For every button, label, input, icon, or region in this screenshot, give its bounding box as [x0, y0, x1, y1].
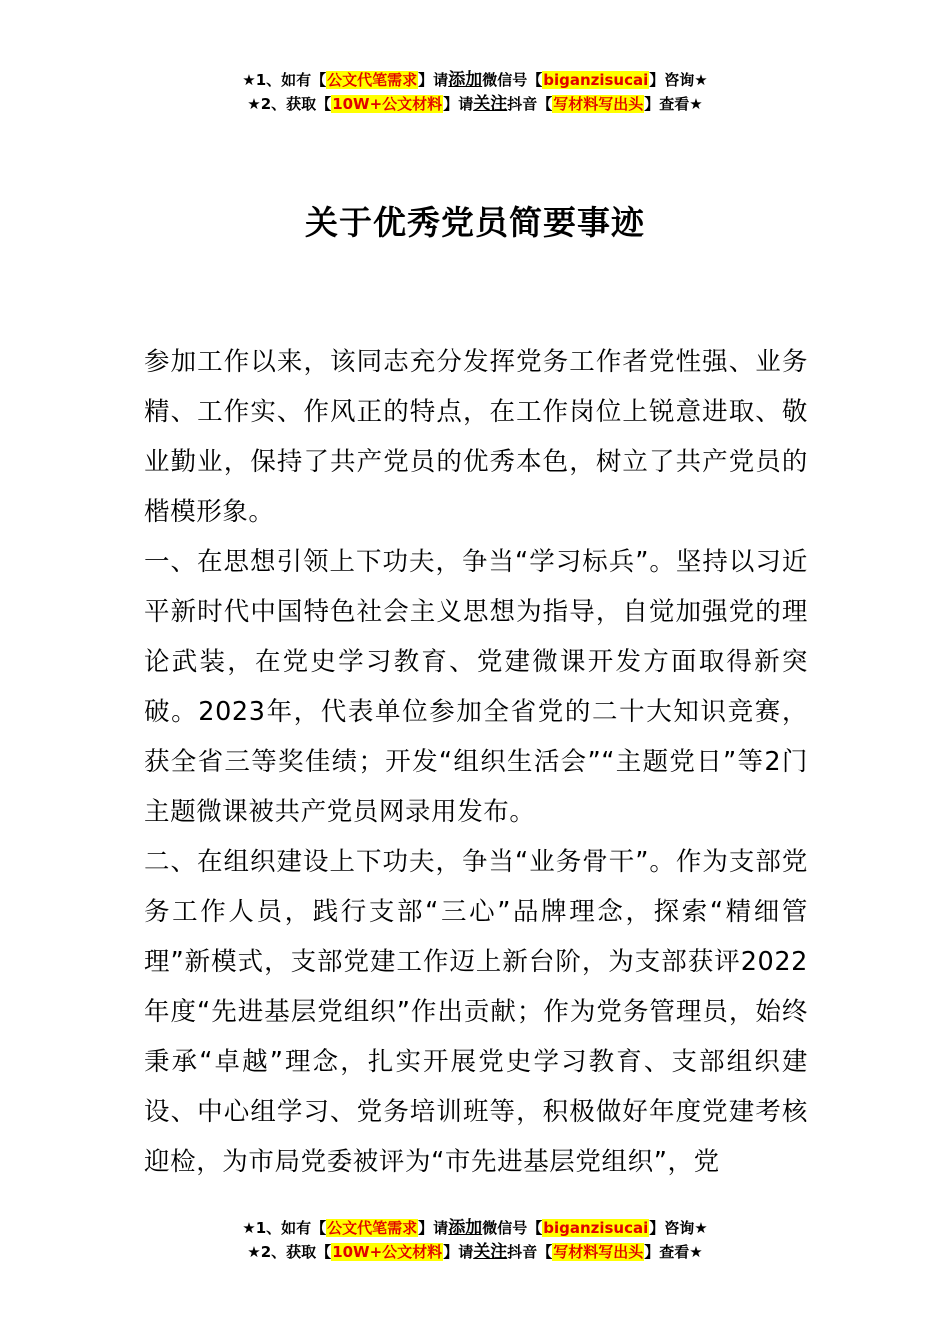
banner-text: 微信号【: [482, 71, 543, 89]
banner-text: 】咨询★: [649, 1219, 708, 1237]
banner-highlight: 写材料写出头: [553, 95, 644, 113]
header-banner-line-1: [0, 68, 950, 92]
banner-highlight: biganzisucai: [543, 1219, 649, 1237]
document-body: [144, 337, 808, 1187]
banner-text: ★1、如有【: [242, 1219, 327, 1237]
banner-underlined-text: 关注: [473, 94, 508, 114]
document-title: 关于优秀党员简要事迹: [305, 203, 645, 242]
banner-text: 微信号【: [482, 1219, 543, 1237]
banner-underlined-text: 添加: [448, 1218, 483, 1238]
banner-text: 】查看★: [644, 1243, 703, 1261]
banner-text: 】咨询★: [649, 71, 708, 89]
banner-underlined-text: 关注: [473, 1242, 508, 1262]
banner-text: 】请: [418, 71, 449, 89]
banner-highlight: 公文代笔需求: [327, 1219, 418, 1237]
banner-highlight: 10W+公文材料: [332, 1243, 443, 1261]
footer-banner-line-2: [0, 1240, 950, 1264]
banner-text: ★1、如有【: [242, 71, 327, 89]
body-paragraph-section-2: 二、在组织建设上下功夫，争当“业务骨干”。作为支部党务工作人员，践行支部“三心”品牌理念，探索“精细管理”新模式，支部党建工作迈上新台阶，为支部获评2022年度“先进基层党组织”作出贡献；作为党务管理员，始终秉承“卓越”理念，扎实开展党史学习教育、支部组织建设、中心组学习、党务培训班等，积极做好年度党建考核迎检，为市局党委被评为“市先进基层党组织”，党: [144, 847, 808, 1177]
body-paragraph-section-1: 一、在思想引领上下功夫，争当“学习标兵”。坚持以习近平新时代中国特色社会主义思想为指导，自觉加强党的理论武装，在党史学习教育、党建微课开发方面取得新突破。2023年，代表单位参加全省党的二十大知识竞赛，获全省三等奖佳绩；开发“组织生活会”“主题党日”等2门主题微课被共产党员网录用发布。: [144, 547, 808, 827]
banner-text: 抖音【: [507, 95, 553, 113]
body-paragraph-intro: 参加工作以来，该同志充分发挥党务工作者党性强、业务精、工作实、作风正的特点，在工作岗位上锐意进取、敬业勤业，保持了共产党员的优秀本色，树立了共产党员的楷模形象。: [144, 347, 808, 527]
banner-highlight: biganzisucai: [543, 71, 649, 89]
banner-text: ★2、获取【: [247, 95, 332, 113]
banner-highlight: 10W+公文材料: [332, 95, 443, 113]
header-banner-line-2: [0, 92, 950, 116]
banner-text: 】请: [443, 95, 474, 113]
banner-underlined-text: 添加: [448, 70, 483, 90]
banner-text: 抖音【: [507, 1243, 553, 1261]
footer-banner-line-1: [0, 1216, 950, 1240]
banner-text: ★2、获取【: [247, 1243, 332, 1261]
header-banner: [0, 68, 950, 116]
banner-highlight: 公文代笔需求: [327, 71, 418, 89]
banner-text: 】请: [418, 1219, 449, 1237]
banner-text: 】查看★: [644, 95, 703, 113]
banner-highlight: 写材料写出头: [553, 1243, 644, 1261]
banner-text: 】请: [443, 1243, 474, 1261]
footer-banner: [0, 1216, 950, 1264]
